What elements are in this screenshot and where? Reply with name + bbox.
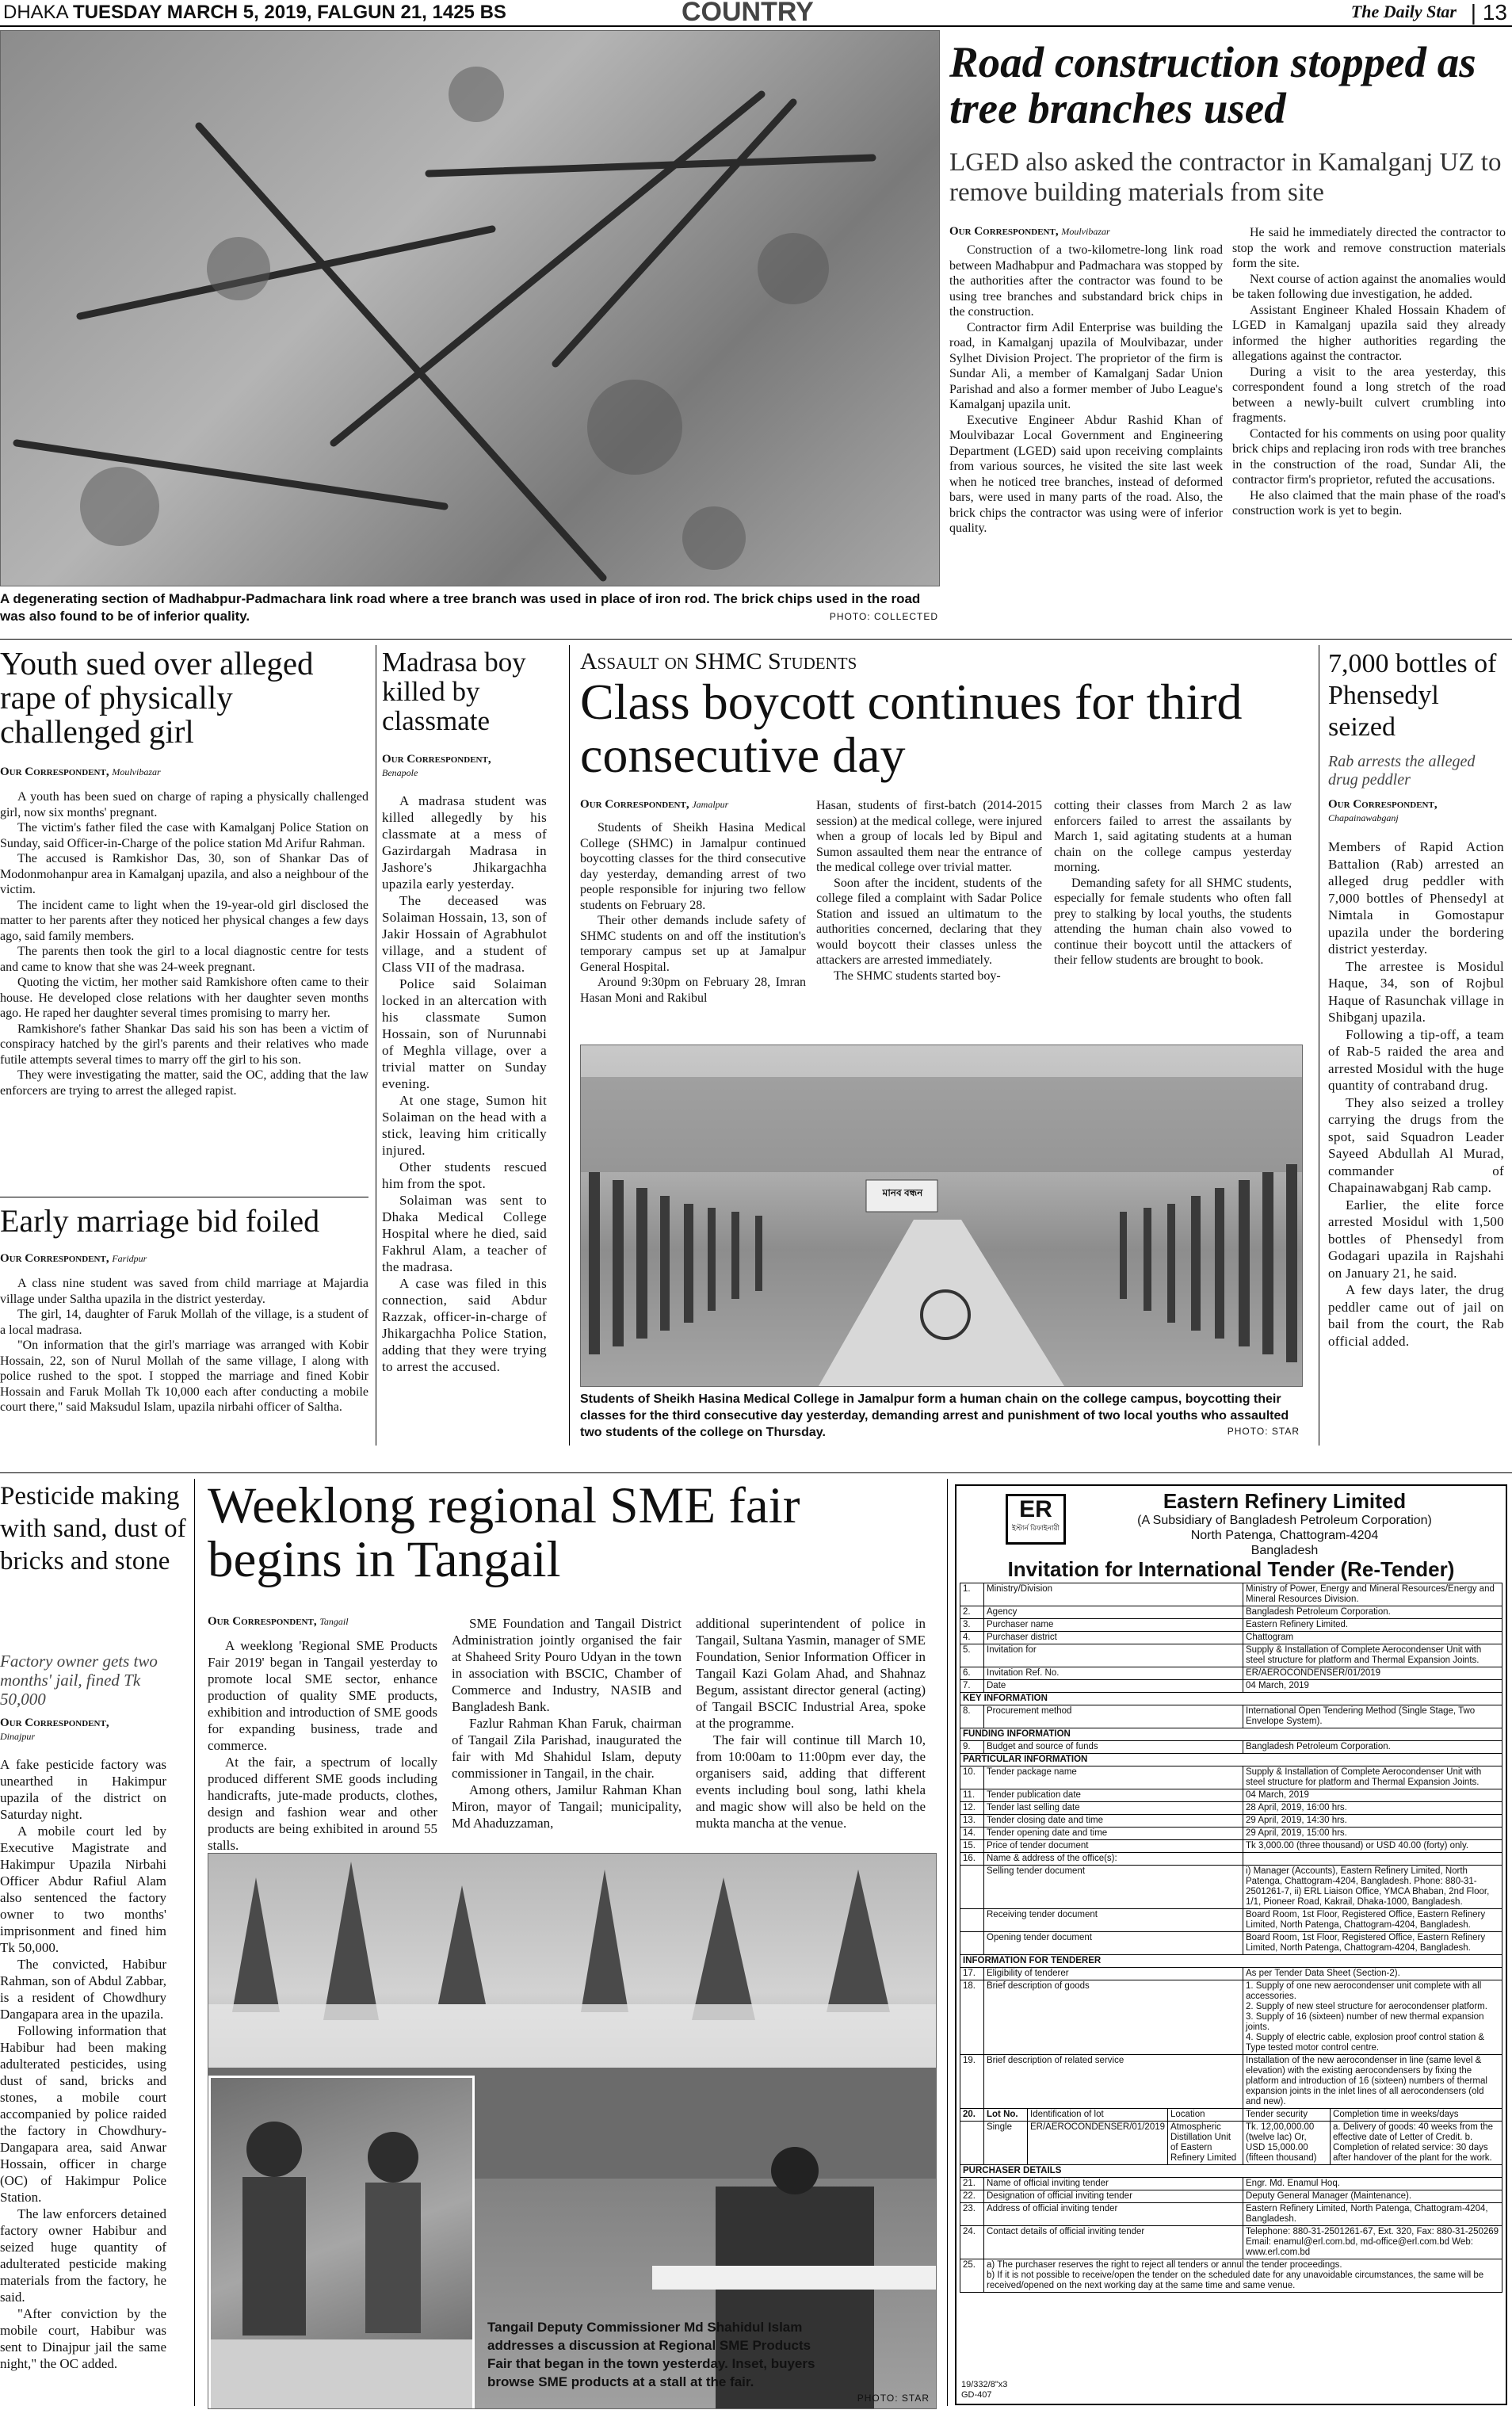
tender-cell: a. Delivery of goods: 40 weeks from the effective date of Letter of Credit. b. Completion of related service: 30 days after handover of the plant for the work. xyxy=(1331,2122,1502,2165)
shmc-para: Demanding safety for all SHMC students, especially for female students who often fall prey to stalking by local youths, the students attending the human chain also vowed to continue their boycott until the attackers of their fellow students are brought to book. xyxy=(1054,876,1292,967)
tender-cell: Chattogram xyxy=(1243,1632,1502,1644)
shmc-photo xyxy=(580,1045,1303,1387)
madrasa-byline xyxy=(382,753,548,780)
sme-para: At the fair, a spectrum of locally produced different SME goods including handicrafts, jute-made products, clothes, design and fashion wear and other products are being exhibited in around 55 stalls. xyxy=(208,1755,437,1853)
tender-lot-head: Identification of lot xyxy=(1028,2109,1168,2122)
youth-para: The accused is Ramkishor Das, 30, son of Shankar Das of Modonmohanpur area in Kamalganj upazila, and also a neighbour of the victim. xyxy=(0,852,368,896)
er-logo-letters: ER xyxy=(1019,1496,1052,1522)
tender-cell: As per Tender Data Sheet (Section-2). xyxy=(1243,1968,1502,1980)
pesticide-headline: Pesticide making with sand, dust of bricks and stone xyxy=(0,1482,186,1575)
sme-para: Among others, Jamilur Rahman Khan Miron, mayor of Tangail; municipality, Md Ahaduzzaman, xyxy=(452,1782,682,1831)
tender-cell: 3. xyxy=(960,1619,984,1632)
er-logo-subtitle: ইস্টার্ন রিফাইনারী xyxy=(1012,1524,1060,1532)
tender-goods-cell xyxy=(1243,1980,1502,2055)
tender-footer-code: 19/332/8"x3 xyxy=(961,2380,1008,2389)
table-row xyxy=(960,1980,1502,2055)
tender-cell: Supply & Installation of Complete Aerocondenser Unit with steel structure for platform and Thermal Expansion Joints. xyxy=(1243,1644,1502,1667)
tender-cell xyxy=(960,1932,984,1955)
madrasa-para: A madrasa student was killed allegedly by his classmate at a mess of Gazirdargah Madrasa in Jashore's Jhikargachha upazila early yesterday. xyxy=(382,793,547,892)
tender-subsidiary: (A Subsidiary of Bangladesh Petroleum Corporation) xyxy=(1137,1514,1432,1527)
shmc-headline: Class boycott continues for third consecutive day xyxy=(580,674,1243,784)
shmc-kicker: Assault on SHMC Students xyxy=(580,648,857,674)
tender-cell: Tender closing date and time xyxy=(984,1815,1243,1828)
tender-lot-head: 20. xyxy=(960,2109,984,2122)
shmc-para: Hasan, students of first-batch (2014-2015 session) at the medical college, were injured when a group of locals led by Bipul and Sumon assaulted them near the entrance of the medical college over trivial matter. xyxy=(816,799,1042,874)
sme-inset-photo xyxy=(208,2076,475,2409)
tender-cell: 25. xyxy=(960,2259,984,2293)
pesticide-para: The convicted, Habibur Rahman, son of Abdul Zabbar, is a resident of Chowdhury Dangapara area in the upazila. xyxy=(0,1957,166,2022)
tender-cell: Brief description of goods xyxy=(984,1980,1243,2055)
road-para: Contractor firm Adil Enterprise was building the road, in Kamalganj upazila of Moulvibazar, under Sylhet Division Project. The proprietor of the firm is Sundar Ali, a member of Kamalganj Sadar Union Parishad and also a former member of Jubo League's Kamalganj upazila unit. xyxy=(949,320,1223,411)
shmc-col-1 xyxy=(580,820,806,1006)
shmc-byline-text: Our Correspondent, xyxy=(580,798,689,811)
tender-header xyxy=(960,1489,1502,1583)
tender-cell: 04 March, 2019 xyxy=(1243,1680,1502,1693)
tender-cell: 1. xyxy=(960,1583,984,1606)
shmc-col-2 xyxy=(816,798,1042,983)
road-para: During a visit to the area yesterday, this correspondent found a long stretch of the road between a newly-built culvert crumbling into fragments. xyxy=(1232,365,1506,425)
tender-cell: 21. xyxy=(960,2178,984,2190)
road-para: Assistant Engineer Khaled Hossain Khadem of LGED in Kamalganj upazila said they already informed the higher authorities regarding the allegations against the contractor. xyxy=(1232,303,1506,363)
table-row xyxy=(960,1741,1502,1754)
tender-cell: Agency xyxy=(984,1606,1243,1619)
table-row xyxy=(960,1606,1502,1619)
tender-cell: Invitation Ref. No. xyxy=(984,1667,1243,1680)
table-row xyxy=(960,1644,1502,1667)
tender-cell: Date xyxy=(984,1680,1243,1693)
phensedyl-headline: 7,000 bottles of Phensedyl seized xyxy=(1328,649,1497,742)
tender-cell: 6. xyxy=(960,1667,984,1680)
divider xyxy=(0,639,1512,640)
sme-para: A weeklong 'Regional SME Products Fair 2019' began in Tangail yesterday to promote local SME sector, enhance production of quality SME products, exhibition and introduction of SME goods for expanding business, trade and commerce. xyxy=(208,1638,437,1753)
tender-cell: 15. xyxy=(960,1840,984,1853)
road-photo xyxy=(0,30,940,586)
table-row xyxy=(960,1766,1502,1789)
tender-cell: Supply & Installation of Complete Aerocondenser Unit with steel structure for platform and Thermal Expansion Joints. xyxy=(1243,1766,1502,1789)
tender-cell: 24. xyxy=(960,2226,984,2259)
madrasa-para: A case was filed in this connection, said Abdur Razzak, officer-in-charge of Jhikargachha Police Station, adding that they were trying to arrest the accused. xyxy=(382,1276,547,1374)
tender-footer-codes xyxy=(961,2380,1007,2400)
sme-byline-text: Our Correspondent, xyxy=(208,1615,317,1628)
road-photo-illustration xyxy=(1,31,939,586)
sme-inset-illustration xyxy=(211,2078,472,2409)
tender-cell: 23. xyxy=(960,2203,984,2226)
shmc-para: Their other demands include safety of SHMC students on and off the institution's temporary campus set up at Jamalpur General Hospital. xyxy=(580,914,806,974)
tender-cell: Tk. 12,00,000.00 (twelve lac) Or, USD 15,000.00 (fifteen thousand) xyxy=(1243,2122,1331,2165)
tender-goods-item: 1. Supply of one new aerocondenser unit complete with all accessories. xyxy=(1246,1981,1482,2001)
tender-cell xyxy=(960,2122,984,2165)
tender-cell: Ministry/Division xyxy=(984,1583,1243,1606)
sme-byline xyxy=(208,1615,349,1629)
youth-para: Quoting the victim, her mother said Ramkishore often came to their house. He developed close relations with her daughter seven months ago. He raped her daughter several times promising to marry her. xyxy=(0,976,368,1020)
tender-goods-item: 4. Supply of electric cable, explosion proof control station & Type tested motor control centre. xyxy=(1246,2033,1485,2053)
tender-cell: Board Room, 1st Floor, Registered Office, Eastern Refinery Limited, North Patenga, Chattogram-4204, Bangladesh. xyxy=(1243,1909,1502,1932)
youth-para: The victim's father filed the case with Kamalganj Police Station on Sunday, said Officer-in-Charge of the police station Md Arifur Rahman. xyxy=(0,821,368,850)
divider xyxy=(947,1479,948,2406)
tender-goods-item: 2. Supply of new steel structure for aerocondenser platform. xyxy=(1246,2002,1487,2011)
tender-cell: ER/AEROCONDENSER/01/2019 xyxy=(1028,2122,1168,2165)
tender-term: b) If it is not possible to receive/open the tender on the scheduled date for any unavoidable circumstances, the same will be received/opened on the next working day at the same time and same venue. xyxy=(987,2271,1484,2290)
madrasa-byline-text: Our Correspondent, xyxy=(382,753,491,766)
sme-headline: Weeklong regional SME fair begins in Tangail xyxy=(208,1477,800,1589)
page-number-value: 13 xyxy=(1482,0,1507,25)
tender-section-particular: PARTICULAR INFORMATION xyxy=(960,1754,1502,1766)
tender-address: North Patenga, Chattogram-4204 xyxy=(1190,1529,1379,1542)
tender-cell: 29 April, 2019, 14:30 hrs. xyxy=(1243,1815,1502,1828)
tender-footer-code: GD-407 xyxy=(961,2390,992,2400)
tender-cell: Telephone: 880-31-2501261-67, Ext. 320, Fax: 880-31-250269 Email: enamul@erl.com.bd, md-office@erl.com.bd Web: www.erl.com.bd xyxy=(1243,2226,1502,2259)
tender-terms-cell xyxy=(984,2259,1502,2293)
table-row xyxy=(960,1909,1502,1932)
road-para: Construction of a two-kilometre-long link road between Madhabpur and Padmachara was stopped by the authorities after the contractor was found to be using tree branches and substandard brick chips in the construction. xyxy=(949,243,1223,319)
tender-cell: i) Manager (Accounts), Eastern Refinery Limited, North Patenga, Chattogram-4204, Bangladesh. Phone: 880-31-2501261-7, ii) ERL Liaison Office, YMCA Bhaban, 2nd Floor, 1/1, Pioneer Road, Kakrail, Dhaka-1000, Bangladesh. xyxy=(1243,1866,1502,1909)
phensedyl-para: The arrestee is Mosidul Haque, 34, son of Rojbul Haque of Rasunchak village in Shibganj upazila. xyxy=(1328,958,1504,1025)
tender-cell: 28 April, 2019, 16:00 hrs. xyxy=(1243,1802,1502,1815)
tender-cell: Designation of official inviting tender xyxy=(984,2190,1243,2203)
divider xyxy=(194,1479,195,2406)
tender-cell: Budget and source of funds xyxy=(984,1741,1243,1754)
road-headline: Road construction stopped as tree branches used xyxy=(949,38,1476,132)
madrasa-dateline: Benapole xyxy=(382,767,418,778)
table-row xyxy=(960,1680,1502,1693)
sme-para: Fazlur Rahman Khan Faruk, chairman of Tangail Zila Parishad, inaugurated the fair with Md Shahidul Islam, deputy commissioner in Tangail, in the chair. xyxy=(452,1716,682,1781)
phensedyl-para: Earlier, the elite force arrested Mosidul with 1,500 bottles of Phensedyl from Godagari upazila in Rajshahi on January 21, he said. xyxy=(1328,1197,1504,1281)
tender-cell: 5. xyxy=(960,1644,984,1667)
sme-dateline: Tangail xyxy=(319,1616,349,1627)
phensedyl-dateline: Chapainawabganj xyxy=(1328,812,1399,823)
youth-byline xyxy=(0,766,161,779)
tender-term: a) The purchaser reserves the right to reject all tenders or annul the tender proceedings. xyxy=(987,2260,1342,2270)
table-row xyxy=(960,2055,1502,2109)
youth-dateline: Moulvibazar xyxy=(112,766,161,777)
table-row xyxy=(960,2178,1502,2190)
road-para: Contacted for his comments on using poor quality brick chips and replacing iron rods with tree branches in the construction of the road, Sundar Ali, the contractor firm's proprietor, refuted the accusations. xyxy=(1232,426,1506,487)
marriage-body xyxy=(0,1276,368,1415)
tender-cell: 10. xyxy=(960,1766,984,1789)
tender-cell: Eastern Refinery Limited, North Patenga, Chattogram-4204, Bangladesh. xyxy=(1243,2203,1502,2226)
tender-cell: Tender opening date and time xyxy=(984,1828,1243,1840)
youth-body xyxy=(0,789,368,1098)
table-row xyxy=(960,1789,1502,1802)
tender-cell: 18. xyxy=(960,1980,984,2055)
tender-cell: 9. xyxy=(960,1741,984,1754)
shmc-para: Soon after the incident, students of the college filed a complaint with Sadar Police Station and issued an ultimatum to the authorities concerned, declaring that they would boycott their classes unless the attackers are arrested immediately. xyxy=(816,876,1042,967)
tender-cell xyxy=(960,1909,984,1932)
sme-col-1 xyxy=(208,1637,437,1854)
pesticide-body xyxy=(0,1756,166,2372)
tender-country: Bangladesh xyxy=(1250,1544,1319,1557)
page-number: | 13 xyxy=(1470,0,1507,25)
marriage-para: "On information that the girl's marriage was arranged with Kobir Hossain, 22, son of Nurul Mollah of the same village, I along with police rushed to the spot. I stopped the marriage and fined Kobir Hossain and Faruk Mollah Tk 10,000 each after conducting a mobile court there," said Maksudul Islam, upazila nirbahi officer of Saltha. xyxy=(0,1339,368,1414)
table-row xyxy=(960,1853,1502,1866)
tender-cell: International Open Tendering Method (Single Stage, Two Envelope System). xyxy=(1243,1705,1502,1728)
tender-cell: 04 March, 2019 xyxy=(1243,1789,1502,1802)
table-row xyxy=(960,1632,1502,1644)
shmc-para: Around 9:30pm on February 28, Imran Hasan Moni and Rakibul xyxy=(580,976,806,1005)
shmc-photo-caption: Students of Sheikh Hasina Medical College in Jamalpur form a human chain on the college campus, boycotting their classes for the third consecutive day yesterday, demanding arrest and punishment of two local youths who assaulted two students of the college on Thursday. xyxy=(580,1392,1289,1439)
table-row xyxy=(960,2203,1502,2226)
road-para: He said he immediately directed the contractor to stop the work and remove construction materials form the site. xyxy=(1232,226,1506,270)
table-row xyxy=(960,2122,1502,2165)
tender-cell: 13. xyxy=(960,1815,984,1828)
madrasa-para: Police said Solaiman locked in an altercation with his classmate Sumon Hossain, son of Nurunnabi of Meghla village, over a trivial matter on Sunday evening. xyxy=(382,976,547,1091)
tender-title: Invitation for International Tender (Re-Tender) xyxy=(1007,1557,1455,1581)
table-row xyxy=(960,1866,1502,1909)
youth-headline: Youth sued over alleged rape of physically challenged girl xyxy=(0,645,314,750)
tender-cell: Price of tender document xyxy=(984,1840,1243,1853)
sme-photo xyxy=(208,1853,937,2409)
tender-cell: 14. xyxy=(960,1828,984,1840)
shmc-col-3 xyxy=(1054,798,1292,968)
phensedyl-byline xyxy=(1328,798,1502,825)
road-para: Next course of action against the anomalies would be taken following due investigation, he added. xyxy=(1232,272,1506,301)
madrasa-para: Solaiman was sent to Dhaka Medical College Hospital where he died, said Fakhrul Alam, a teacher of the madrasa. xyxy=(382,1193,547,1274)
pesticide-para: A mobile court led by Executive Magistrate and Hakimpur Upazila Nirbahi Officer Abdur Rafiul Alam also sentenced the factory owner to two months' imprisonment and fined him Tk 50,000. xyxy=(0,1824,166,1955)
road-photo-credit: PHOTO: COLLECTED xyxy=(829,611,938,622)
youth-para: Ramkishore's father Shankar Das said his son has been a victim of conspiracy hatched by the girl's parents and their relatives who made futile attempts several times to marry off the girl to his son. xyxy=(0,1022,368,1067)
tender-cell: Selling tender document xyxy=(984,1866,1243,1909)
shmc-byline xyxy=(580,798,728,812)
tender-cell: 12. xyxy=(960,1802,984,1815)
tender-cell: Eastern Refinery Limited. xyxy=(1243,1619,1502,1632)
tender-cell: Receiving tender document xyxy=(984,1909,1243,1932)
tender-cell: Address of official inviting tender xyxy=(984,2203,1243,2226)
tender-section-tenderer: INFORMATION FOR TENDERER xyxy=(960,1955,1502,1968)
table-header-row xyxy=(960,2109,1502,2122)
divider xyxy=(569,645,570,1446)
youth-para: The parents then took the girl to a local diagnostic centre for tests and came to know that she was 24-week pregnant. xyxy=(0,945,368,974)
dateline xyxy=(3,2,506,24)
tender-cell: Contact details of official inviting tender xyxy=(984,2226,1243,2259)
sme-col-2 xyxy=(452,1615,682,1831)
divider xyxy=(0,1472,1512,1473)
tender-advertisement xyxy=(955,1484,1507,2405)
tender-cell: 7. xyxy=(960,1680,984,1693)
tender-lot-head: Lot No. xyxy=(984,2109,1028,2122)
marriage-byline-text: Our Correspondent, xyxy=(0,1252,109,1265)
table-row xyxy=(960,1840,1502,1853)
marriage-para: A class nine student was saved from child marriage at Majardia village under Saltha upazila in the district yesterday. xyxy=(0,1277,368,1306)
madrasa-para: At one stage, Sumon hit Solaiman on the head with a stick, leaving him critically injured. xyxy=(382,1093,547,1158)
pesticide-dateline: Dinajpur xyxy=(0,1731,36,1742)
tender-cell: Deputy General Manager (Maintenance). xyxy=(1243,2190,1502,2203)
road-dateline: Moulvibazar xyxy=(1061,226,1110,237)
tender-cell: Procurement method xyxy=(984,1705,1243,1728)
tender-table xyxy=(960,1583,1502,2293)
road-para: Executive Engineer Abdur Rashid Khan of Moulvibazar Local Government and Engineering Department (LGED) said upon receiving complaints from various sources, he visited the site last week when he noticed tree branches, instead of deformed bars, were used in many parts of the road. Also, the brick chips the contractor was using were of inferior quality. xyxy=(949,413,1223,535)
road-col-2 xyxy=(1232,225,1506,519)
marriage-para: The girl, 14, daughter of Faruk Mollah of the village, is a student of a local madrasa. xyxy=(0,1308,368,1337)
tender-cell: Brief description of related service xyxy=(984,2055,1243,2109)
road-para: He also claimed that the main phase of the road's construction work is yet to begin. xyxy=(1232,488,1506,518)
table-row xyxy=(960,1815,1502,1828)
sme-para: The fair will continue till March 10, from 10:00am to 11:00pm ever day, the organisers said, adding that different events including boul song, lathi khela and magic show will also be held on the mukta mancha at the venue. xyxy=(696,1732,926,1831)
road-col-1 xyxy=(949,243,1223,537)
pesticide-para: Following information that Habibur had been making adulterated pesticides, using dust of sand, bricks and stones, a mobile court accompanied by police raided the factory in Chowdhury-Dangapara area, said Anwar Hossain, officer in charge (OC) of Hakimpur Police Station. xyxy=(0,2023,166,2205)
marriage-byline xyxy=(0,1252,147,1266)
tender-cell: Purchaser district xyxy=(984,1632,1243,1644)
page-header xyxy=(0,0,1512,27)
youth-para: They were investigating the matter, said the OC, adding that the law enforcers are trying to arrest the alleged rapist. xyxy=(0,1068,368,1098)
tender-cell: Bangladesh Petroleum Corporation. xyxy=(1243,1606,1502,1619)
sme-para: additional superintendent of police in Tangail, Sultana Yasmin, manager of SME Foundation, Senior Information Officer in Tangail Kazi Golam Ahad, and Shahnaz Begum, assistant director general (acting) of Tangail BSCIC Industrial Area, spoke at the programme. xyxy=(696,1616,926,1731)
table-row xyxy=(960,1828,1502,1840)
shmc-para: cotting their classes from March 2 as law enforcers failed to arrest the assailants by March 1, said agitating students at a human chain on the college campus yesterday morning. xyxy=(1054,799,1292,874)
tender-cell: Single xyxy=(984,2122,1028,2165)
tender-section-purchaser: PURCHASER DETAILS xyxy=(960,2165,1502,2178)
phensedyl-para: A few days later, the drug peddler came out of jail on bail from the court, the Rab official added. xyxy=(1328,1282,1504,1349)
shmc-para: Students of Sheikh Hasina Medical College (SHMC) in Jamalpur continued boycotting classes for the third consecutive day yesterday, demanding arrest of two people responsible for injuring two fellow students on February 28. xyxy=(580,821,806,912)
table-row xyxy=(960,2190,1502,2203)
tender-cell: Invitation for xyxy=(984,1644,1243,1667)
road-subhead: LGED also asked the contractor in Kamalganj UZ to remove building materials from site xyxy=(949,148,1502,207)
tender-company: Eastern Refinery Limited xyxy=(1163,1489,1407,1513)
youth-byline-text: Our Correspondent, xyxy=(0,766,109,778)
tender-cell: 4. xyxy=(960,1632,984,1644)
tender-lot-head: Completion time in weeks/days xyxy=(1331,2109,1502,2122)
tender-cell: Ministry of Power, Energy and Mineral Resources/Energy and Mineral Resources Division. xyxy=(1243,1583,1502,1606)
sme-photo-credit: PHOTO: STAR xyxy=(857,2393,930,2404)
tender-section-funding: FUNDING INFORMATION xyxy=(960,1728,1502,1741)
madrasa-para: The deceased was Solaiman Hossain, 13, son of Jakir Hossain of Agrabhulot village, and a student of Class VII of the madrasa. xyxy=(382,893,547,975)
table-row xyxy=(960,1802,1502,1815)
tender-cell: 2. xyxy=(960,1606,984,1619)
madrasa-para: Other students rescued him from the spot. xyxy=(382,1159,547,1191)
tender-goods-item: 3. Supply of 16 (sixteen) number of new thermal expansion joints. xyxy=(1246,2012,1484,2032)
masthead: The Daily Star xyxy=(1350,2,1457,21)
pesticide-para: A fake pesticide factory was unearthed in Hakimpur upazila of the district on Saturday night. xyxy=(0,1757,166,1822)
tender-cell: Tender package name xyxy=(984,1766,1243,1789)
tender-cell: Tender publication date xyxy=(984,1789,1243,1802)
tender-cell: Engr. Md. Enamul Hoq. xyxy=(1243,2178,1502,2190)
tender-cell: Atmospheric Distillation Unit of Eastern Refinery Limited xyxy=(1168,2122,1243,2165)
phensedyl-para: They also seized a trolley carrying the drugs from the spot, said Squadron Leader Sayeed Abdullah Al Murad, commander of Chapainawabganj Rab camp. xyxy=(1328,1094,1504,1195)
phensedyl-subhead: Rab arrests the alleged drug peddler xyxy=(1328,753,1476,789)
marriage-headline: Early marriage bid foiled xyxy=(0,1203,320,1239)
tender-cell: 22. xyxy=(960,2190,984,2203)
phensedyl-para: Members of Rapid Action Battalion (Rab) arrested an alleged drug peddler with 7,000 bottles of Phensedyl at Nimtala in Gomostapur upazila under the bordering district yesterday. xyxy=(1328,839,1504,957)
tender-cell: ER/AEROCONDENSER/01/2019 xyxy=(1243,1667,1502,1680)
sme-photo-caption: Tangail Deputy Commissioner Md Shahidul Islam addresses a discussion at Regional SME Products Fair that began in the town yesterday. Inset, buyers browse SME products at a stall at the fair. xyxy=(487,2320,815,2389)
table-row xyxy=(960,1619,1502,1632)
sme-col-3 xyxy=(696,1615,926,1831)
tender-cell: 19. xyxy=(960,2055,984,2109)
shmc-photo-credit: PHOTO: STAR xyxy=(1227,1426,1300,1437)
tender-cell: 8. xyxy=(960,1705,984,1728)
table-row xyxy=(960,1705,1502,1728)
tender-lot-head: Location xyxy=(1168,2109,1243,2122)
tender-cell: Board Room, 1st Floor, Registered Office, Eastern Refinery Limited, North Patenga, Chattogram-4204, Bangladesh. xyxy=(1243,1932,1502,1955)
tender-cell xyxy=(960,1866,984,1909)
phensedyl-body xyxy=(1328,838,1504,1350)
tender-cell: Installation of the new aerocondenser in line (same level & elevation) with the existing aerocondensers by fixing the platform and introduction of 16 (sixteen) numbers of thermal expansion joints in the inlet lines of all aerocondensers (old and new). xyxy=(1243,2055,1502,2109)
pesticide-subhead: Factory owner gets two months' jail, fined Tk 50,000 xyxy=(0,1652,158,1709)
pesticide-para: The law enforcers detained factory owner Habibur and seized huge quantity of adulterated pesticide making materials from the factory, he said. xyxy=(0,2206,166,2305)
pesticide-byline-text: Our Correspondent, xyxy=(0,1717,109,1729)
table-row xyxy=(960,1667,1502,1680)
table-row xyxy=(960,2226,1502,2259)
tender-cell: 16. xyxy=(960,1853,984,1866)
tender-cell: 11. xyxy=(960,1789,984,1802)
tender-cell: Eligibility of tenderer xyxy=(984,1968,1243,1980)
table-row xyxy=(960,1583,1502,1606)
tender-cell: 29 April, 2019, 15:00 hrs. xyxy=(1243,1828,1502,1840)
youth-para: The incident came to light when the 19-year-old girl disclosed the matter to her parents after they noticed her physical changes a few days ago, said family members. xyxy=(0,898,368,943)
road-byline-text: Our Correspondent, xyxy=(949,225,1059,238)
table-row xyxy=(960,2259,1502,2293)
tender-cell: Purchaser name xyxy=(984,1619,1243,1632)
sme-para: SME Foundation and Tangail District Administration jointly organised the fair at Shaheed Srity Pouro Udyan in the town in association with BSCIC, Chamber of Commerce and Industry, NASIB and Bangladesh Bank. xyxy=(452,1616,682,1714)
phensedyl-byline-text: Our Correspondent, xyxy=(1328,798,1438,811)
tender-cell: Tender last selling date xyxy=(984,1802,1243,1815)
tender-cell: 17. xyxy=(960,1968,984,1980)
shmc-dateline: Jamalpur xyxy=(692,799,729,810)
er-logo xyxy=(1006,1494,1066,1545)
table-row xyxy=(960,1932,1502,1955)
madrasa-headline: Madrasa boy killed by classmate xyxy=(382,647,526,736)
tender-company-block xyxy=(1071,1489,1499,1558)
phensedyl-para: Following a tip-off, a team of Rab-5 raided the area and arrested Mosidul with the huge quantity of contraband drug. xyxy=(1328,1026,1504,1093)
road-byline xyxy=(949,225,1110,239)
marriage-dateline: Faridpur xyxy=(112,1253,147,1264)
pesticide-para: "After conviction by the mobile court, Habibur was sent to Dinajpur jail the same night," the OC added. xyxy=(0,2306,166,2371)
tender-cell xyxy=(1243,1853,1502,1866)
tender-lot-head: Tender security xyxy=(1243,2109,1331,2122)
tender-cell: Bangladesh Petroleum Corporation. xyxy=(1243,1741,1502,1754)
pesticide-byline xyxy=(0,1717,182,1744)
road-photo-caption: A degenerating section of Madhabpur-Padmachara link road where a tree branch was used in place of iron rod. The brick chips used in the road was also found to be of inferior quality. xyxy=(0,591,921,624)
section-name: COUNTRY xyxy=(682,0,814,27)
dateline-date: TUESDAY MARCH 5, 2019, FALGUN 21, 1425 BS xyxy=(73,2,506,23)
youth-para: A youth has been sued on charge of raping a physically challenged girl, now six months' pregnant. xyxy=(0,790,368,819)
madrasa-body xyxy=(382,793,547,1375)
tender-cell: Name of official inviting tender xyxy=(984,2178,1243,2190)
shmc-para: The SHMC students started boy- xyxy=(834,968,1001,983)
dateline-city: DHAKA xyxy=(3,2,68,23)
tender-cell: Opening tender document xyxy=(984,1932,1243,1955)
tender-section-key: KEY INFORMATION xyxy=(960,1693,1502,1705)
tender-cell: Name & address of the office(s): xyxy=(984,1853,1243,1866)
tender-cell: Tk 3,000.00 (three thousand) or USD 40.00 (forty) only. xyxy=(1243,1840,1502,1853)
table-row xyxy=(960,1968,1502,1980)
shmc-banner-text: মানব বন্ধন xyxy=(882,1187,923,1198)
shmc-photo-illustration xyxy=(581,1045,1302,1386)
